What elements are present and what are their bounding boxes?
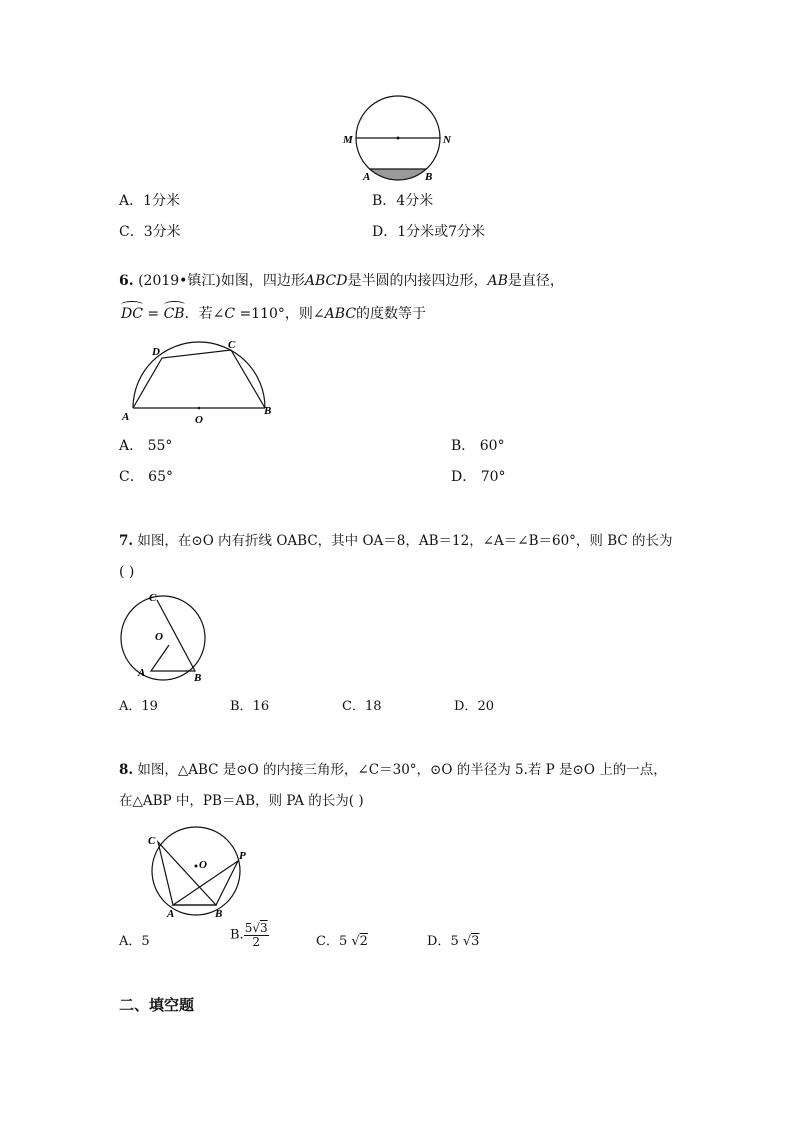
stem-text: (2019•镇江)如图，四边形 bbox=[133, 273, 305, 289]
fraction-denominator: 2 bbox=[252, 935, 260, 949]
option-text: 65° bbox=[148, 469, 173, 485]
label-d: D bbox=[152, 346, 160, 358]
center-dot bbox=[397, 137, 400, 140]
label-p: P bbox=[239, 850, 246, 862]
label-b: B bbox=[264, 405, 272, 417]
stem-text: 是直径， bbox=[507, 273, 564, 289]
q7-figure bbox=[115, 588, 215, 690]
coefficient: 5 bbox=[338, 934, 348, 949]
option-letter: D． bbox=[451, 469, 477, 485]
angle-abc: ABC bbox=[324, 306, 357, 322]
option-text: 3分米 bbox=[143, 224, 181, 240]
label-a: A bbox=[138, 667, 146, 679]
option-letter: A． bbox=[119, 699, 142, 714]
label-o: O bbox=[199, 859, 207, 871]
q8-option-c[interactable]: C．5 √2 bbox=[316, 934, 368, 949]
option-letter: D． bbox=[427, 934, 451, 949]
option-text: 55° bbox=[147, 438, 173, 454]
q7-stem-line2: ( ) bbox=[119, 564, 135, 580]
arc-dc bbox=[121, 304, 143, 324]
label-n: N bbox=[443, 134, 451, 146]
option-letter: C． bbox=[119, 469, 144, 485]
stem-text: 如图，在⊙O 内有折线 OABC，其中 OA＝8，AB＝12，∠A＝∠B＝60°，则 BC 的长为 bbox=[133, 533, 673, 549]
question-number: 8. bbox=[119, 762, 134, 778]
arc-label: CB bbox=[163, 306, 185, 322]
label-b: B bbox=[425, 171, 433, 183]
radicand: 3 bbox=[259, 921, 268, 935]
option-text: 16 bbox=[252, 699, 270, 714]
option-text: 70° bbox=[480, 469, 506, 485]
coefficient: 5 bbox=[244, 921, 253, 935]
q6-figure bbox=[118, 334, 283, 430]
section-heading: 二、填空题 bbox=[119, 996, 195, 1014]
label-a: A bbox=[122, 411, 130, 423]
stem-text: 如图，△ABC 是⊙O 的内接三角形，∠C＝30°，⊙O 的半径为 5.若 P 是⊙O 上的一点， bbox=[133, 762, 667, 778]
center-o-dot bbox=[195, 865, 198, 868]
q8-stem-line1 bbox=[119, 760, 667, 780]
arc-mark bbox=[121, 301, 143, 308]
option-text: 1分米或7分米 bbox=[397, 224, 486, 240]
radicand: 3 bbox=[471, 934, 480, 949]
label-c: C bbox=[228, 339, 236, 351]
stem-text: =110°，则∠ bbox=[235, 306, 325, 322]
option-letter: C． bbox=[316, 934, 339, 949]
label-o: O bbox=[155, 631, 163, 643]
q6-stem-line1 bbox=[119, 271, 564, 291]
label-o: O bbox=[195, 414, 203, 426]
quad-name: ABCD bbox=[304, 273, 348, 289]
q8-figure bbox=[140, 826, 252, 920]
option-text: 1分米 bbox=[143, 193, 181, 209]
label-c: C bbox=[149, 592, 157, 604]
coefficient: 5 bbox=[450, 934, 459, 949]
option-text: 60° bbox=[479, 438, 505, 454]
stem-text: ．若∠ bbox=[184, 306, 225, 322]
option-text: 4分米 bbox=[396, 193, 434, 209]
label-m: M bbox=[343, 134, 353, 146]
arc-label: DC bbox=[121, 306, 143, 322]
q5-option-d[interactable] bbox=[372, 222, 485, 242]
q7-option-c[interactable] bbox=[342, 697, 382, 717]
q6-stem-line2 bbox=[121, 304, 426, 324]
segment-ab: AB bbox=[487, 273, 508, 289]
option-text: 20 bbox=[477, 699, 494, 714]
label-b: B bbox=[215, 908, 223, 920]
option-letter: C． bbox=[119, 224, 144, 240]
q7-option-d[interactable] bbox=[454, 697, 494, 717]
stem-text: 是半圆的内接四边形， bbox=[347, 273, 488, 289]
label-b: B bbox=[194, 672, 202, 684]
option-text: 18 bbox=[364, 699, 382, 714]
q8-option-d[interactable]: D．5 √3 bbox=[427, 934, 480, 949]
stem-text: 的度数等于 bbox=[356, 306, 427, 322]
option-letter: A． bbox=[119, 193, 144, 209]
option-text: 19 bbox=[141, 699, 158, 714]
question-number: 7. bbox=[119, 533, 134, 549]
option-text: 5 bbox=[141, 934, 150, 949]
fraction bbox=[244, 922, 269, 949]
arc-cb bbox=[164, 304, 185, 324]
q5-option-a[interactable] bbox=[119, 191, 180, 211]
q6-option-a[interactable] bbox=[119, 436, 172, 456]
q6-option-c[interactable] bbox=[119, 467, 173, 487]
q5-figure bbox=[336, 90, 466, 186]
label-c: C bbox=[148, 835, 156, 847]
option-letter: D． bbox=[372, 224, 398, 240]
equals-sign: = bbox=[142, 306, 164, 322]
q8-stem-line2: 在△ABP 中，PB＝AB，则 PA 的长为( ) bbox=[119, 793, 364, 809]
q8-option-b[interactable] bbox=[230, 922, 269, 949]
option-letter: D． bbox=[454, 699, 478, 714]
q5-option-b[interactable] bbox=[372, 191, 433, 211]
q7-stem-line1 bbox=[119, 531, 673, 551]
option-letter: B． bbox=[230, 699, 253, 714]
radicand: 2 bbox=[359, 934, 368, 949]
q8-option-a[interactable] bbox=[119, 932, 150, 952]
fraction-numerator: 5√3 bbox=[244, 921, 268, 935]
option-letter: C． bbox=[342, 699, 365, 714]
question-number: 6. bbox=[119, 273, 134, 289]
label-a: A bbox=[363, 171, 371, 183]
label-a: A bbox=[167, 908, 175, 920]
option-letter: B． bbox=[451, 438, 476, 454]
option-letter: A． bbox=[119, 934, 142, 949]
angle-vertex: C bbox=[224, 306, 236, 322]
q7-option-a[interactable] bbox=[119, 697, 158, 717]
option-letter: B. bbox=[230, 927, 244, 943]
option-letter: A． bbox=[119, 438, 144, 454]
arc-mark bbox=[164, 301, 185, 308]
q5-option-c[interactable] bbox=[119, 222, 181, 242]
q6-option-d[interactable] bbox=[451, 467, 506, 487]
option-letter: B． bbox=[372, 193, 397, 209]
quadrilateral-sides bbox=[133, 350, 265, 408]
center-o-dot bbox=[198, 407, 201, 410]
q7-option-b[interactable] bbox=[230, 697, 269, 717]
q6-option-b[interactable] bbox=[451, 436, 505, 456]
